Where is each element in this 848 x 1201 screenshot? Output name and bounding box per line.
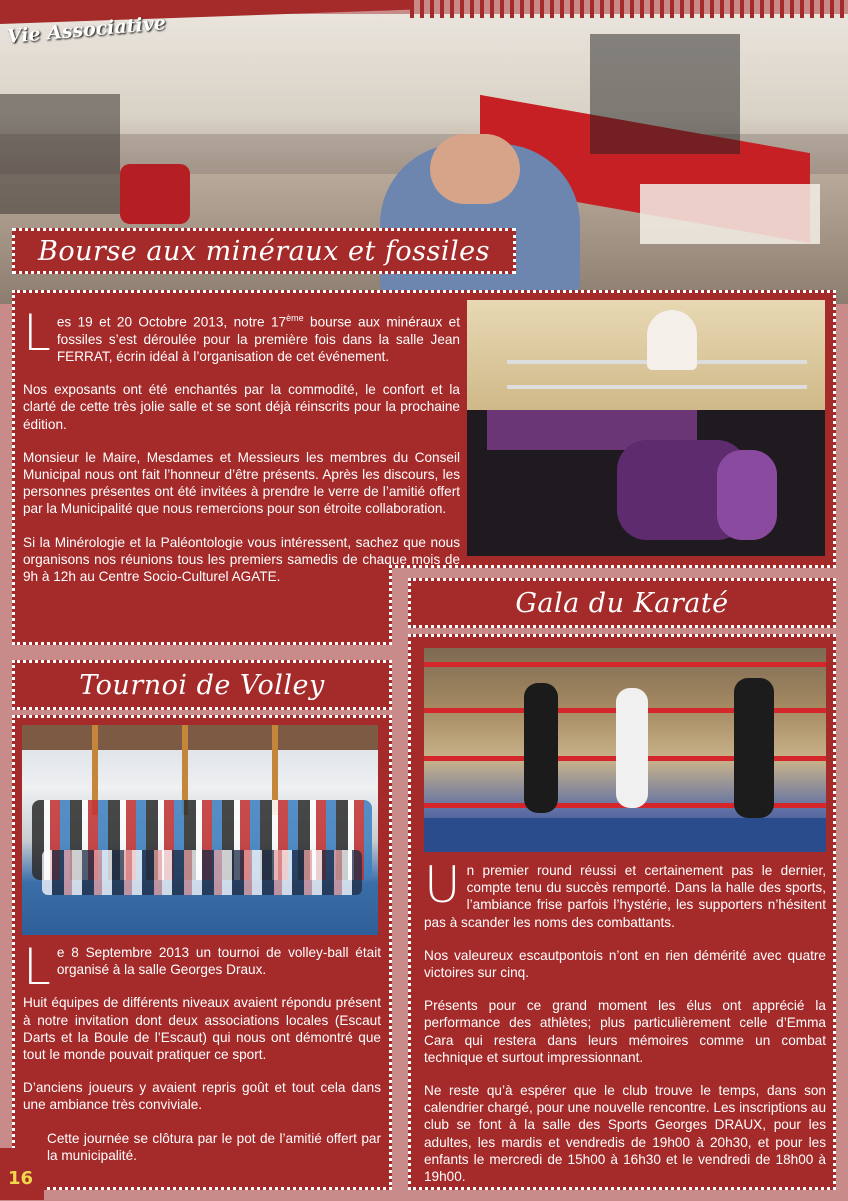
header-stripes xyxy=(410,0,848,18)
volley-p2: Huit équipes de différents niveaux avaient répondu présent à notre invitation dont deux associations locales (Escaut Darts et la Boule de l’Escaut) qui nous ont démontré que tout le monde pouvait pratiquer ce sport. xyxy=(23,995,381,1063)
minerals-p1-sup: ème xyxy=(286,313,304,323)
karate-title xyxy=(408,578,836,628)
volley-title xyxy=(12,660,392,710)
karate-title-text: Gala du Karaté xyxy=(515,587,729,619)
volley-title-text: Tournoi de Volley xyxy=(79,669,325,701)
volley-drop-cap: L xyxy=(23,938,51,996)
karate-p2: Nos valeureux escautpontois n’ont en rien démérité avec quatre victoires sur cinq. xyxy=(424,947,826,981)
page-number: 16 xyxy=(8,1168,34,1189)
minerals-p3: Monsieur le Maire, Mesdames et Messieurs les membres du Conseil Municipal nous ont fait l’honneur d’être présents. Après les discours, les personnes présentes ont été invitées à prendre le verre de l’amitié offert par la Municipalité que nous remercions pour son étroite collaboration. xyxy=(23,449,460,517)
volley-p1: e 8 Septembre 2013 un tournoi de volley-ball était organisé à la salle Georges Draux. xyxy=(56,945,381,978)
karate-p1: n premier round réussi et certainement pas le dernier, compte tenu du succès remporté. Dans la halle des sports, l’ambiance frise parfois l’hystérie, les supporters n’hésitent pas à scander les noms des combattants. xyxy=(424,863,826,930)
minerals-title xyxy=(12,228,516,274)
karate-p4: Ne reste qu’à espérer que le club trouve le temps, dans son calendrier chargé, pour une nouvelle rencontre. Les inscriptions au club se font à la salle des Sports Georges DRAUX, pour les adultes, les mardis et vendredis de 19h00 à 20h30, et pour les enfants le mercredi de 15h00 à 16h30 et le vendredi de 18h00 à 19h00. xyxy=(424,1083,827,1185)
volley-p3: D’anciens joueurs y avaient repris goût et tout cela dans une ambiance très conviviale. xyxy=(23,1080,381,1113)
minerals-p4: Si la Minérologie et la Paléontologie vous intéressent, sachez que nous organisons nos réunions tous les premiers samedis de chaque mois de 9h à 12h au Centre Socio-Culturel AGATE. xyxy=(23,534,460,584)
volley-team-photo xyxy=(22,725,378,935)
minerals-text xyxy=(23,304,460,601)
volley-text xyxy=(23,938,381,1180)
karate-drop-cap: U xyxy=(424,856,461,914)
karate-match-photo xyxy=(424,648,826,852)
section-label: Vie Associative xyxy=(6,12,167,48)
minerals-p1-a: es 19 et 20 Octobre 2013, notre 17 xyxy=(56,314,287,330)
minerals-p1-b: bourse aux minéraux et fossiles s’est déroulée pour la première fois dans la salle Jean FERRAT, écrin idéal à l’organisation de cet événement. xyxy=(56,314,460,364)
minerals-p2: Nos exposants ont été enchantés par la commodité, le confort et la clarté de cette très jolie salle et se sont déjà réinscrits pour la prochaine édition. xyxy=(23,382,460,432)
karate-text xyxy=(424,856,827,1201)
mineral-display-photo xyxy=(467,300,825,556)
minerals-drop-cap: L xyxy=(23,304,51,362)
volley-p4: Cette journée se clôtura par le pot de l’amitié offert par la municipalité. xyxy=(47,1130,381,1163)
minerals-title-text: Bourse aux minéraux et fossiles xyxy=(38,235,490,267)
karate-p3: Présents pour ce grand moment les élus ont apprécié la performance des athlètes; plus particulièrement celle d’Emma Cara qui restera dans leurs mémoires comme un combat technique et surtout impressionnant. xyxy=(424,998,826,1065)
